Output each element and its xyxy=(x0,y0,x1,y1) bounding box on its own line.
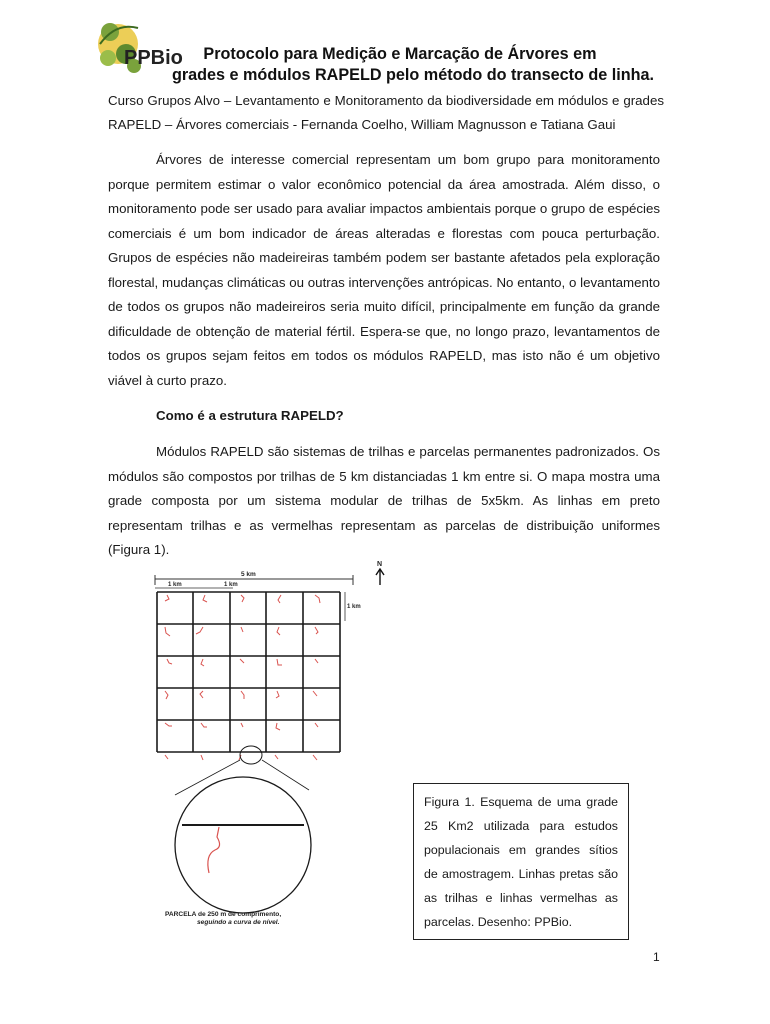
parcel-label-2: seguindo a curva de nível. xyxy=(197,919,280,926)
parcel-label-1: PARCELA de 250 m de comprimento, xyxy=(165,911,282,918)
label-1km-side: 1 km xyxy=(347,604,361,610)
paragraph-structure: Módulos RAPELD são sistemas de trilhas e parcelas permanentes padronizados. Os módulos são compostos por trilhas de 5 km distanciadas 1 km entre si. O mapa mostra uma grade composta por um sistema modular de trilhas de 5x5km. As linhas em preto representam trilhas e as vermelhas representam as parcelas de distribuição uniformes (Figura 1). xyxy=(108,444,660,557)
title-line-1: Protocolo para Medição e Marcação de Árvores em xyxy=(203,45,597,63)
label-5km: 5 km xyxy=(241,571,256,578)
course-subtitle: Curso Grupos Alvo – Levantamento e Monitoramento da biodiversidade em módulos e grades RAPELD – Árvores comerciais - Fernanda Coelho, William Magnusson e Tatiana Gaui xyxy=(108,93,664,132)
label-1km-a: 1 km xyxy=(168,582,182,588)
zoom-plot-line xyxy=(208,827,220,873)
rapeld-grid-diagram xyxy=(145,555,395,940)
section-heading: Como é a estrutura RAPELD? xyxy=(156,408,344,423)
page-title xyxy=(140,44,660,86)
page-number: 1 xyxy=(653,950,660,964)
paragraph-intro: Árvores de interesse comercial representam um bom grupo para monitoramento porque permitem estimar o valor econômico potencial da área amostrada. Além disso, o monitoramento pode ser usado para avaliar impactos ambientais porque o grupo de espécies comerciais é um bom indicador de áreas alteradas e florestas com pouca perturbação. Grupos de espécies não madeireiras também podem ser bastante afetados pela exploração florestal, mudanças climáticas ou outras intervenções antrópicas. No entanto, o levantamento de todos os grupos não madeireiros seria muito difícil, principalmente em função da grande dificuldade de obtenção de material fértil. Espera-se que, no longo prazo, levantamentos de todos os grupos sejam feitos em todos os módulos RAPELD, mas isto não é um objetivo viável à curto prazo. xyxy=(108,152,660,388)
zoom-circle xyxy=(175,777,311,913)
zoom-marker xyxy=(240,746,262,764)
trail-grid xyxy=(157,592,340,752)
plot-lines xyxy=(165,595,320,760)
title-line-2: grades e módulos RAPELD pelo método do transecto de linha. xyxy=(171,66,655,84)
north-label: N xyxy=(377,561,383,568)
label-1km-b: 1 km xyxy=(224,582,238,588)
logo-text: PPBio xyxy=(124,47,183,69)
figure-caption: Figura 1. Esquema de uma grade 25 Km2 utilizada para estudos populacionais em grandes sítios de amostragem. Linhas pretas são as trilhas e linhas vermelhas as parcelas. Desenho: PPBio. xyxy=(413,783,629,940)
